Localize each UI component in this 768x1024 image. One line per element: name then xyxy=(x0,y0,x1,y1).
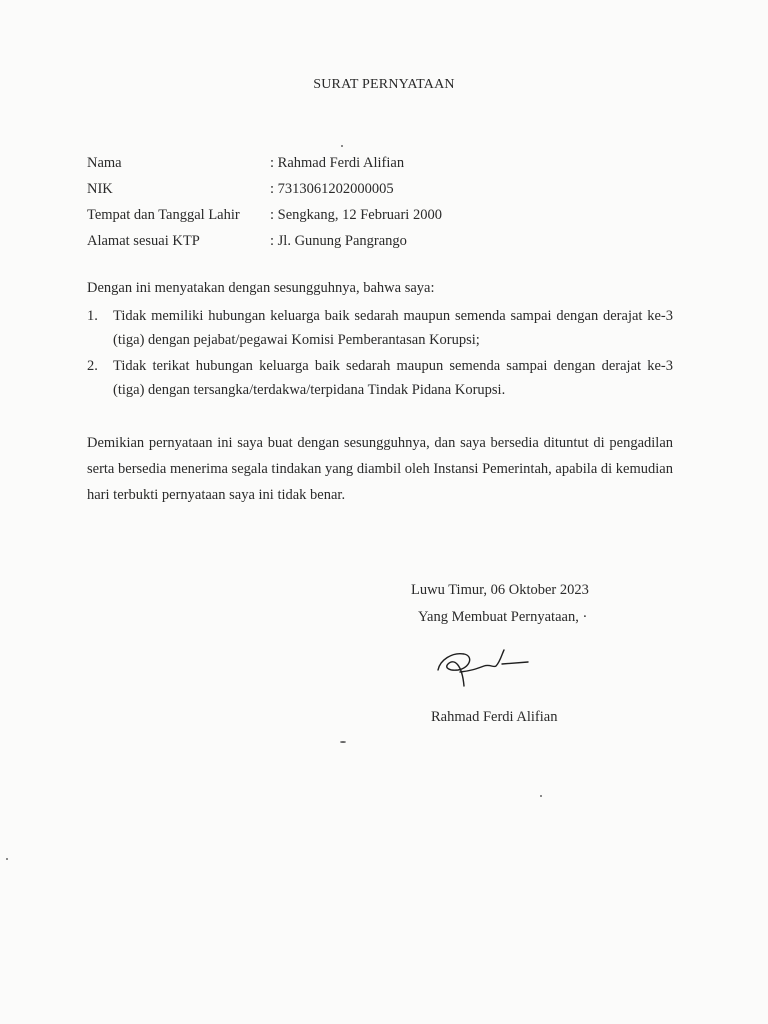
place-date: Luwu Timur, 06 Oktober 2023 xyxy=(411,582,589,598)
field-row-birth xyxy=(87,205,442,231)
list-item xyxy=(87,304,673,352)
list-item xyxy=(87,354,673,402)
signer-name: Rahmad Ferdi Alifian xyxy=(431,709,558,725)
list-number: 1. xyxy=(87,308,98,324)
field-label: NIK xyxy=(87,181,113,197)
field-row-nik xyxy=(87,179,442,205)
field-value: : 7313061202000005 xyxy=(270,181,394,197)
identity-fields xyxy=(87,153,442,257)
statement-list xyxy=(87,304,673,404)
field-value: : Rahmad Ferdi Alifian xyxy=(270,155,405,171)
intro-paragraph: Dengan ini menyatakan dengan sesungguhnya, bahwa saya: xyxy=(87,280,435,296)
signer-role: Yang Membuat Pernyataan, · xyxy=(418,609,588,625)
field-label: Alamat sesuai KTP xyxy=(87,233,200,249)
field-row-address xyxy=(87,231,442,257)
list-number: 2. xyxy=(87,358,98,374)
field-value: : Sengkang, 12 Februari 2000 xyxy=(270,207,442,223)
scan-speck xyxy=(540,795,542,797)
field-label: Tempat dan Tanggal Lahir xyxy=(87,207,240,223)
closing-paragraph: Demikian pernyataan ini saya buat dengan sesungguhnya, dan saya bersedia dituntut di pengadilan serta bersedia menerima segala tindakan yang diambil oleh Instansi Pemerintah, apabila di kemudian hari terbukti pernyataan saya ini tidak benar. xyxy=(87,435,673,503)
list-text: Tidak memiliki hubungan keluarga baik sedarah maupun semenda sampai dengan derajat ke-3 (tiga) dengan pejabat/pegawai Komisi Pemberantasan Korupsi; xyxy=(113,308,673,348)
scan-speck xyxy=(341,145,343,147)
list-text: Tidak terikat hubungan keluarga baik sedarah maupun semenda sampai dengan derajat ke-3 (tiga) dengan tersangka/terdakwa/terpidana Tindak Pidana Korupsi. xyxy=(113,358,673,398)
field-value: : Jl. Gunung Pangrango xyxy=(270,233,407,249)
field-label: Nama xyxy=(87,155,122,171)
handwritten-signature xyxy=(430,640,530,690)
field-row-nama xyxy=(87,153,442,179)
scan-speck xyxy=(340,741,346,743)
scan-speck xyxy=(6,858,8,860)
document-title: SURAT PERNYATAAN xyxy=(313,77,455,92)
